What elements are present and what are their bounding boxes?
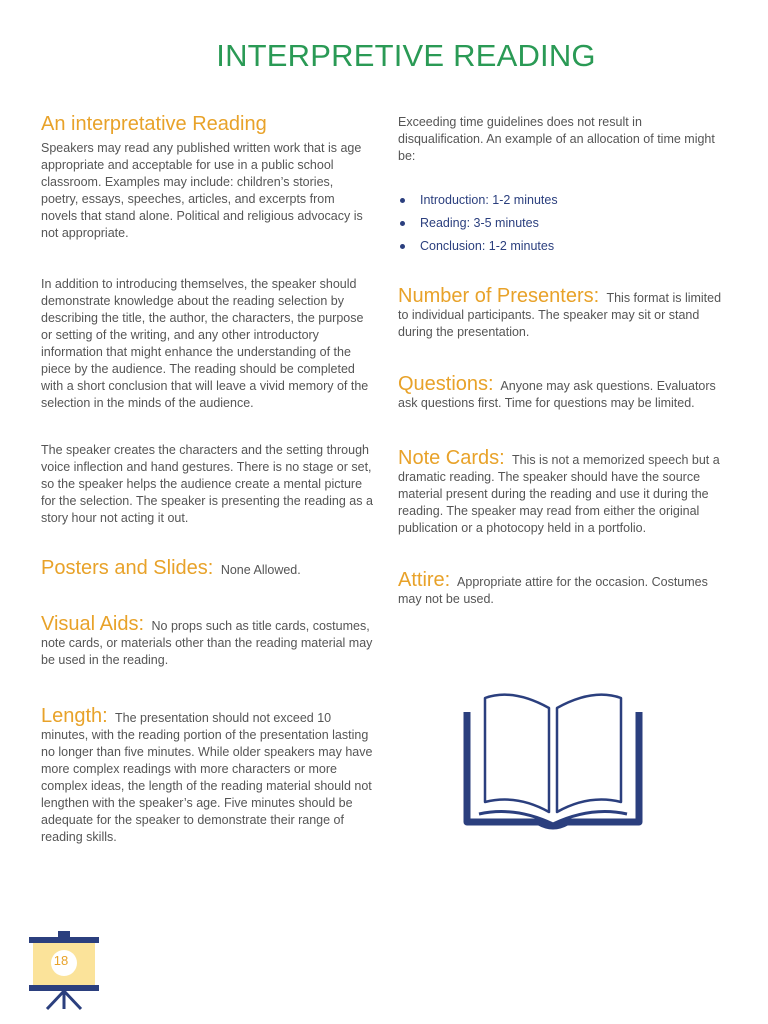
attire-paragraph [398,569,722,608]
presenters-text: This format is limited to individual participants. The speaker may sit or stand during the presentation. [398,291,722,339]
time-allocation-list-wrap [398,192,722,261]
length-heading: Length: [41,705,108,727]
section-note-cards [398,447,722,537]
note-cards-text: This is not a memorized speech but a dramatic reading. The speaker should have the source material present during the reading and use it during the reading. The speaker may read from either the original publication or a photocopy held in a portfolio. [398,453,720,535]
posters-heading: Posters and Slides: [41,557,214,579]
length-text: The presentation should not exceed 10 minutes, with the reading portion of the presentation lasting no longer than five minutes. While older speakers may have more complex readings with more characters or more complex ideas, the length of the reading material should not lengthen with the speaker’s age. Five minutes should be adequate for the speaker to demonstrate their range of reading skills. [41,711,373,844]
section-posters [41,557,373,579]
presenters-heading: Number of Presenters: [398,285,600,307]
paragraph-eligible-works: Speakers may read any published written work that is age appropriate and acceptable for use in a public school classroom. Examples may include: children’s stories, poetry, essays, speeches, articles, and excerpts from novels that stand alone. Political and religious advocacy is not appropriate. [41,141,363,240]
list-item: Conclusion: 1-2 minutes [398,238,722,255]
time-allocation-list [398,192,722,255]
presenters-paragraph [398,285,722,341]
visual-aids-heading: Visual Aids: [41,613,145,635]
time-intro: Exceeding time guidelines does not result in disqualification. An example of an allocation of time might be: [398,115,715,163]
section-presenters [398,285,722,341]
length-paragraph [41,705,373,846]
easel-icon [27,931,101,1016]
attire-text: Appropriate attire for the occasion. Costumes may not be used. [398,575,708,606]
paragraph-characters-block [41,442,373,527]
paragraph-introduction: In addition to introducing themselves, the speaker should demonstrate knowledge about the reading selection by describing the title, the author, the characters, the purpose or setting of the writing, and any other introductory information that might enhance the understanding of the piece by the audience. The reading should be completed with a short conclusion that will leave a vivid memory of the selection in the minds of the audience. [41,277,369,410]
page-number: 18 [53,953,69,968]
questions-paragraph [398,373,722,412]
open-book-icon [463,690,643,835]
posters-paragraph [41,557,373,579]
section-interpretative-reading [41,112,373,242]
paragraph-introduction-block [41,276,373,412]
page-title: INTERPRETIVE READING [216,38,596,73]
section-attire [398,569,722,608]
section-length [41,705,373,846]
note-cards-heading: Note Cards: [398,447,505,469]
visual-aids-paragraph [41,613,373,669]
paragraph-characters: The speaker creates the characters and the setting through voice inflection and hand gestures. There is no stage or set, so the speaker helps the audience create a mental picture for the selection. The speaker is presenting the reading as a story hour not acting it out. [41,443,373,525]
list-item: Introduction: 1-2 minutes [398,192,722,209]
note-cards-paragraph [398,447,722,537]
posters-text: None Allowed. [220,563,301,577]
list-item: Reading: 3-5 minutes [398,215,722,232]
visual-aids-text: No props such as title cards, costumes, note cards, or materials other than the reading material may be used in the reading. [41,619,373,667]
section-time [398,114,722,165]
questions-heading: Questions: [398,373,494,395]
section-questions [398,373,722,412]
attire-heading: Attire: [398,569,451,591]
section-visual-aids [41,613,373,669]
section-heading: An interpretative Reading [41,113,267,135]
questions-text: Anyone may ask questions. Evaluators ask questions first. Time for questions may be limited. [398,379,716,410]
